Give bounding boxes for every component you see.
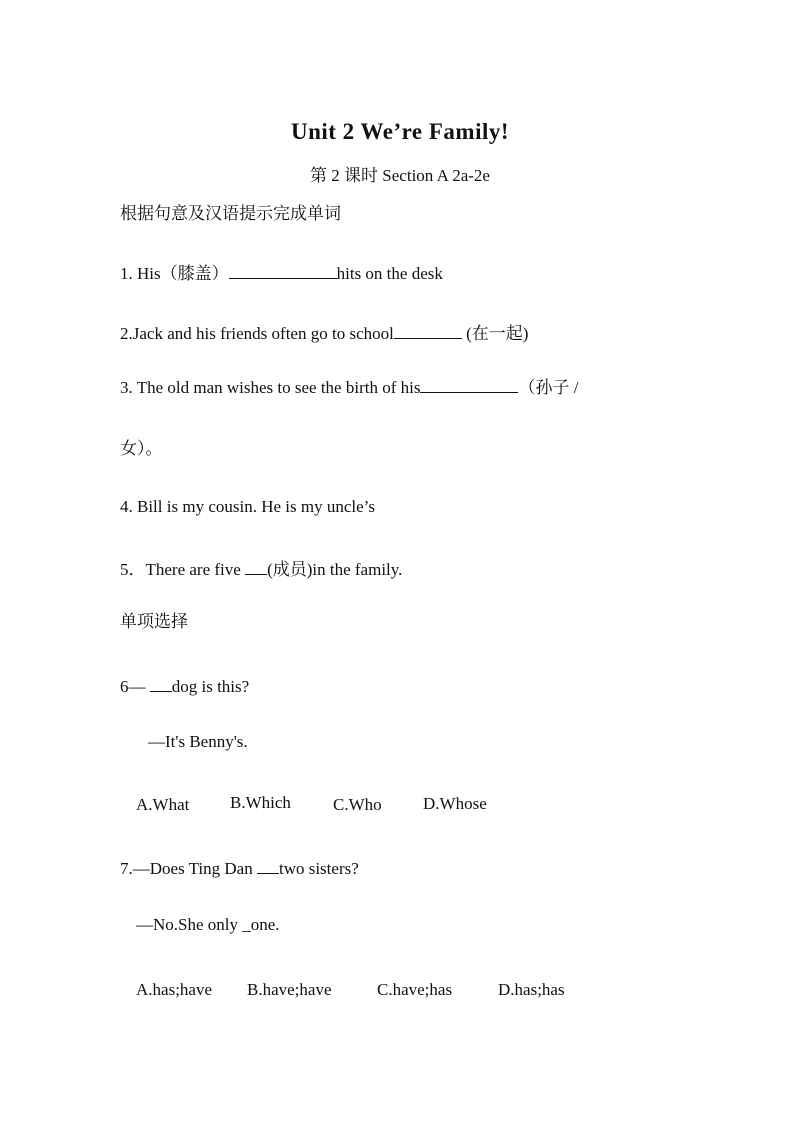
question-7-option-c[interactable]: C.have;has <box>377 980 453 999</box>
answer-blank-6[interactable] <box>150 676 172 692</box>
question-6-option-a[interactable]: A.What <box>136 795 190 814</box>
question-7-rest: two sisters? <box>278 859 359 878</box>
question-5-prompt: 5．There are five <box>120 560 246 579</box>
question-6-option-d[interactable]: D.Whose <box>423 794 487 813</box>
question-3-continued: 女）。 <box>120 439 163 458</box>
answer-blank-7[interactable] <box>257 858 279 874</box>
question-7-option-d[interactable]: D.has;has <box>498 980 565 999</box>
question-7-prompt: 7.—Does Ting Dan <box>120 859 257 878</box>
question-6-option-b[interactable]: B.Which <box>230 793 291 812</box>
answer-blank-2[interactable] <box>394 323 462 339</box>
question-6-answer: —It's Benny's. <box>148 732 248 751</box>
question-7-option-b[interactable]: B.have;have <box>247 980 332 999</box>
question-2-prompt: 2.Jack and his friends often go to school <box>120 324 394 343</box>
answer-blank-1[interactable] <box>229 263 337 279</box>
question-7-answer: —No.She only _one. <box>136 915 280 934</box>
question-7 <box>120 858 359 877</box>
section-heading-multiple-choice: 单项选择 <box>120 612 188 631</box>
question-5-rest: (成员)in the family. <box>267 560 403 579</box>
question-2-hint: (在一起) <box>461 324 529 343</box>
question-3-hint: （孙子 / <box>518 378 579 397</box>
page-title: Unit 2 We’re Family! <box>290 119 510 144</box>
question-1-prompt: 1. His（膝盖） <box>120 264 229 283</box>
question-3-prompt: 3. The old man wishes to see the birth of his <box>120 378 421 397</box>
answer-blank-3[interactable] <box>420 377 518 393</box>
question-6 <box>120 676 249 695</box>
question-2 <box>120 323 528 342</box>
question-6-rest: dog is this? <box>171 677 250 696</box>
question-6-prompt: 6— <box>120 677 150 696</box>
question-4: 4. Bill is my cousin. He is my uncle’s <box>120 497 375 516</box>
question-5 <box>120 559 402 578</box>
question-7-option-a[interactable]: A.has;have <box>136 980 213 999</box>
question-3 <box>120 377 578 396</box>
section-heading-vocabulary: 根据句意及汉语提示完成单词 <box>120 204 341 223</box>
question-1-rest: hits on the desk <box>336 264 443 283</box>
answer-blank-5[interactable] <box>245 559 267 575</box>
lesson-subtitle: 第 2 课时 Section A 2a-2e <box>310 166 490 185</box>
question-6-option-c[interactable]: C.Who <box>333 795 382 814</box>
question-1 <box>120 263 443 282</box>
